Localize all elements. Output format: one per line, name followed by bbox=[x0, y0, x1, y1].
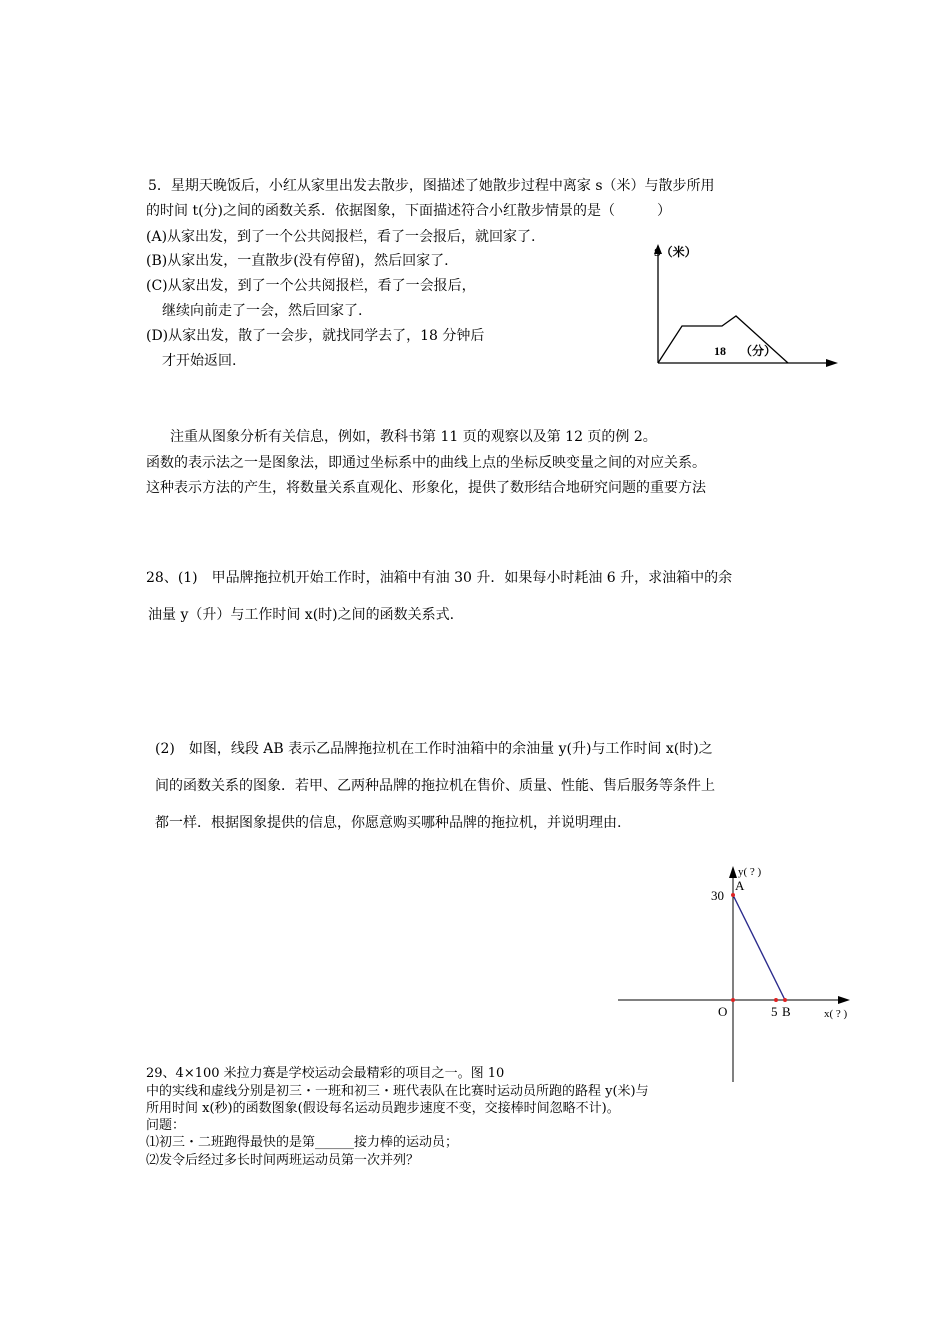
q5-option-a: (A)从家出发，到了一个公共阅报栏，看了一会报后，就回家了. bbox=[146, 229, 536, 245]
x-axis-arrow bbox=[838, 996, 850, 1004]
q5-option-c: (C)从家出发，到了一个公共阅报栏，看了一会报后， bbox=[146, 278, 476, 294]
y-axis-arrow bbox=[729, 866, 737, 878]
q5-option-c-cont: 继续向前走了一会，然后回家了. bbox=[162, 303, 363, 319]
note-line1: 注重从图象分析有关信息，例如，教科书第 11 页的观察以及第 12 页的例 2。 bbox=[170, 429, 657, 445]
graph-x-unit: （分） bbox=[740, 344, 777, 358]
q5-option-d-cont: 才开始返回. bbox=[162, 353, 237, 369]
y-tick-label: 30 bbox=[711, 888, 724, 903]
q28-part2-line2: 间的函数关系的图象．若甲、乙两种品牌的拖拉机在售价、质量、性能、售后服务等条件上 bbox=[155, 778, 715, 794]
q5-option-b: (B)从家出发，一直散步(没有停留)，然后回家了. bbox=[146, 253, 449, 269]
q29-line4: 问题： bbox=[146, 1118, 186, 1133]
q5-option-d: (D)从家出发，散了一会步，就找同学去了，18 分钟后 bbox=[146, 328, 485, 344]
q29-line1: 29、4×100 米拉力赛是学校运动会最精彩的项目之一。图 10 bbox=[146, 1066, 505, 1081]
q28-part1-line2: 油量 y（升）与工作时间 x(时)之间的函数关系式. bbox=[148, 607, 455, 623]
q28-part2-line3: 都一样．根据图象提供的信息，你愿意购买哪种品牌的拖拉机，并说明理由. bbox=[155, 815, 622, 831]
fuel-y-label: y( ? ) bbox=[738, 866, 762, 878]
note-line2: 函数的表示法之一是图象法，即通过坐标系中的曲线上点的坐标反映变量之间的对应关系。 bbox=[146, 455, 706, 471]
origin-dot bbox=[731, 998, 735, 1002]
segment-ab bbox=[733, 895, 785, 1000]
q29-line3: 所用时间 x(秒)的函数图象(假设每名运动员跑步速度不变，交接棒时间忽略不计)。 bbox=[146, 1101, 620, 1116]
fuel-x-label: x( ? ) bbox=[824, 1008, 848, 1020]
walk-distance-graph bbox=[640, 238, 850, 378]
q29-line6: ⑵发令后经过多长时间两班运动员第一次并列？ bbox=[146, 1153, 420, 1168]
q5-line1: 5．星期天晚饭后，小红从家里出发去散步，图描述了她散步过程中离家 s（米）与散步所用 bbox=[148, 178, 715, 194]
note-line3: 这种表示方法的产生，将数量关系直观化、形象化，提供了数形结合地研究问题的重要方法 bbox=[146, 480, 706, 496]
graph-x-mark: 18 bbox=[714, 344, 726, 358]
point-b-dot bbox=[783, 998, 787, 1002]
graph-y-label: S（米） bbox=[654, 245, 697, 259]
q29-line5: ⑴初三・二班跑得最快的是第______接力棒的运动员； bbox=[146, 1135, 459, 1150]
x-tick-label: 5 bbox=[771, 1004, 778, 1019]
q28-part1-line1: 28、(1) 甲品牌拖拉机开始工作时，油箱中有油 30 升．如果每小时耗油 6 升，求油箱中的余 bbox=[146, 570, 733, 586]
point-b-label: B bbox=[782, 1004, 791, 1019]
point-a-dot bbox=[731, 893, 735, 897]
q28-part2-line1: (2) 如图，线段 AB 表示乙品牌拖拉机在工作时油箱中的余油量 y(升)与工作时间 x(时)之 bbox=[155, 741, 713, 757]
x-axis-arrow bbox=[826, 359, 838, 367]
origin-label: O bbox=[718, 1004, 728, 1019]
q29-line2: 中的实线和虚线分别是初三・一班和初三・班代表队在比赛时运动员所跑的路程 y(米)与 bbox=[146, 1084, 649, 1099]
x-tick-dot bbox=[774, 998, 778, 1002]
q5-line2: 的时间 t(分)之间的函数关系．依据图象，下面描述符合小红散步情景的是（ ） bbox=[146, 203, 671, 219]
point-a-label: A bbox=[735, 878, 745, 893]
fuel-graph bbox=[610, 860, 870, 1082]
